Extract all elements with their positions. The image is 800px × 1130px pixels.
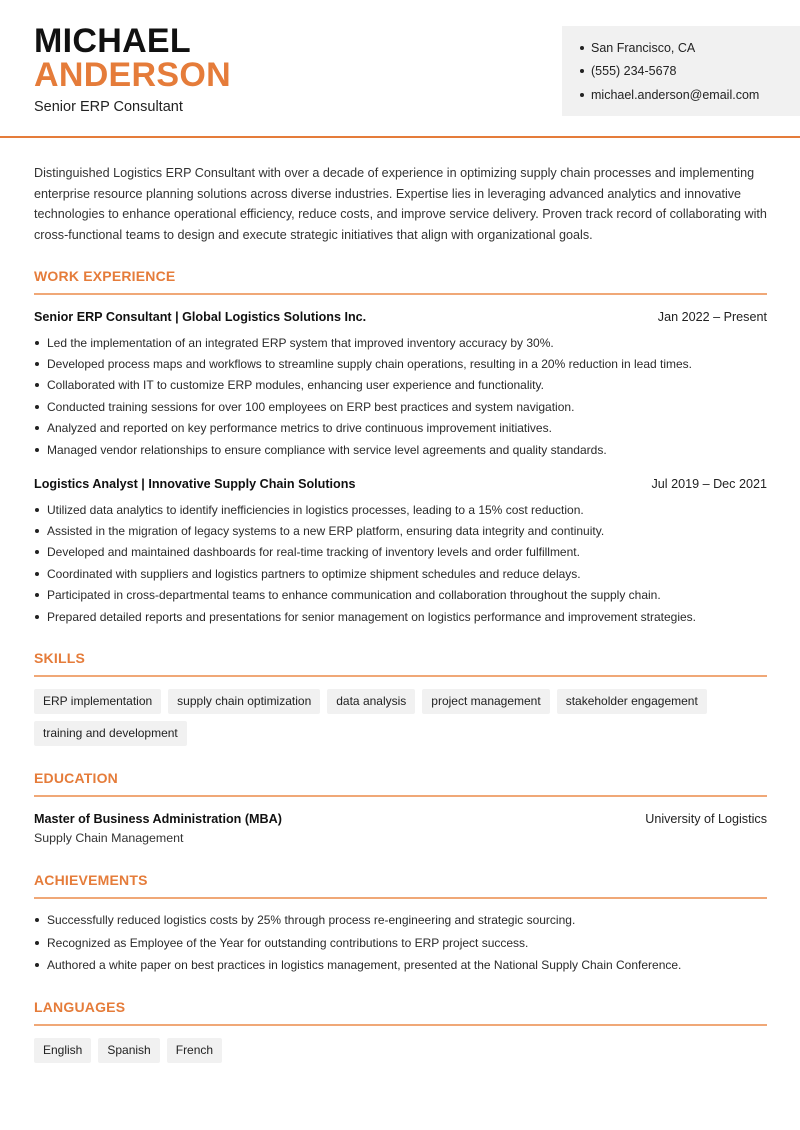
degree-title: Master of Business Administration (MBA): [34, 812, 282, 826]
contact-box: [562, 26, 800, 116]
list-item: Utilized data analytics to identify inefficiencies in logistics processes, leading to a 15% cost reduction.: [34, 499, 774, 520]
section-divider: [34, 675, 767, 677]
list-item: Coordinated with suppliers and logistics partners to optimize shipment schedules and reduce delays.: [34, 563, 774, 584]
section-title-achievements: ACHIEVEMENTS: [34, 872, 148, 888]
languages-list: [34, 1038, 774, 1070]
bullet-icon: [580, 69, 584, 73]
bullet-icon: [35, 615, 39, 619]
bullet-icon: [580, 93, 584, 97]
bullet-icon: [35, 529, 39, 533]
bullet-icon: [35, 572, 39, 576]
section-divider: [34, 293, 767, 295]
section-title-education: EDUCATION: [34, 770, 118, 786]
contact-location: [580, 36, 800, 60]
bullet-icon: [35, 383, 39, 387]
list-item: Led the implementation of an integrated ERP system that improved inventory accuracy by 30%.: [34, 332, 774, 353]
skill-tag: supply chain optimization: [168, 689, 320, 714]
bullet-icon: [35, 941, 39, 945]
job-title: Logistics Analyst | Innovative Supply Chain Solutions: [34, 477, 356, 491]
language-tag: English: [34, 1038, 91, 1063]
summary-paragraph: Distinguished Logistics ERP Consultant with over a decade of experience in optimizing supply chain processes and implementing enterprise resource planning solutions across diverse industries. Expertise lies in leveraging advanced analytics and innovative technologies to enhance operational efficiency, reduce costs, and improve service delivery. Proven track record of collaborating with cross-functional teams to design and execute strategic initiatives that align with organizational goals.: [34, 166, 767, 243]
job-dates: Jul 2019 – Dec 2021: [651, 477, 767, 491]
section-title-languages: LANGUAGES: [34, 999, 126, 1015]
email-text: michael.anderson@email.com: [591, 87, 760, 102]
bullet-icon: [35, 918, 39, 922]
bullet-icon: [35, 508, 39, 512]
list-item: Analyzed and reported on key performance metrics to drive continuous improvement initiatives.: [34, 418, 774, 439]
bullet-icon: [35, 341, 39, 345]
bullet-icon: [35, 963, 39, 967]
phone-text: (555) 234-5678: [591, 64, 677, 79]
job-title: Senior ERP Consultant | Global Logistics Solutions Inc.: [34, 310, 367, 324]
education-entry: [34, 812, 767, 826]
skill-tag: ERP implementation: [34, 689, 161, 714]
bullet-icon: [35, 426, 39, 430]
field-of-study: Supply Chain Management: [34, 831, 184, 845]
role-title: Senior ERP Consultant: [34, 99, 183, 115]
bullet-icon: [35, 405, 39, 409]
skill-tag: stakeholder engagement: [557, 689, 707, 714]
list-item: Conducted training sessions for over 100 employees on ERP best practices and system navigation.: [34, 396, 774, 417]
bullet-icon: [35, 448, 39, 452]
section-divider: [34, 795, 767, 797]
list-item: Developed and maintained dashboards for real-time tracking of inventory levels and order fulfillment.: [34, 542, 774, 563]
contact-phone: [580, 60, 800, 84]
school-name: University of Logistics: [645, 812, 767, 826]
job-dates: Jan 2022 – Present: [657, 310, 767, 324]
list-item: Managed vendor relationships to ensure compliance with service level agreements and quality standards.: [34, 439, 774, 460]
section-divider: [34, 897, 767, 899]
job-header: [34, 310, 767, 324]
section-divider: [34, 1024, 767, 1026]
job-header: [34, 477, 767, 491]
location-text: San Francisco, CA: [591, 40, 696, 55]
contact-email: [580, 83, 800, 107]
list-item: Authored a white paper on best practices in logistics management, presented at the National Supply Chain Conference.: [34, 954, 774, 977]
bullet-icon: [35, 362, 39, 366]
list-item: Assisted in the migration of legacy systems to a new ERP platform, ensuring data integrity and continuity.: [34, 520, 774, 541]
list-item: Developed process maps and workflows to streamline supply chain operations, resulting in a 20% reduction in lead times.: [34, 353, 774, 374]
list-item: Participated in cross-departmental teams to enhance communication and collaboration throughout the supply chain.: [34, 585, 774, 606]
skill-tag: project management: [422, 689, 549, 714]
job-bullets: [34, 332, 774, 460]
list-item: Collaborated with IT to customize ERP modules, enhancing user experience and functionality.: [34, 375, 774, 396]
section-title-skills: SKILLS: [34, 650, 85, 666]
list-item: Prepared detailed reports and presentations for senior management on logistics performance and improvement strategies.: [34, 606, 774, 627]
last-name: ANDERSON: [34, 56, 231, 94]
list-item: Recognized as Employee of the Year for outstanding contributions to ERP project success.: [34, 932, 774, 955]
skill-tag: training and development: [34, 721, 187, 746]
list-item: Successfully reduced logistics costs by 25% through process re-engineering and strategic sourcing.: [34, 909, 774, 932]
bullet-icon: [35, 593, 39, 597]
achievements-list: [34, 909, 774, 977]
language-tag: French: [167, 1038, 222, 1063]
skills-list: [34, 689, 774, 753]
first-name: MICHAEL: [34, 22, 191, 60]
language-tag: Spanish: [98, 1038, 159, 1063]
bullet-icon: [35, 550, 39, 554]
job-bullets: [34, 499, 774, 627]
bullet-icon: [580, 46, 584, 50]
resume-header: [0, 0, 800, 138]
section-title-work: WORK EXPERIENCE: [34, 268, 176, 284]
skill-tag: data analysis: [327, 689, 415, 714]
